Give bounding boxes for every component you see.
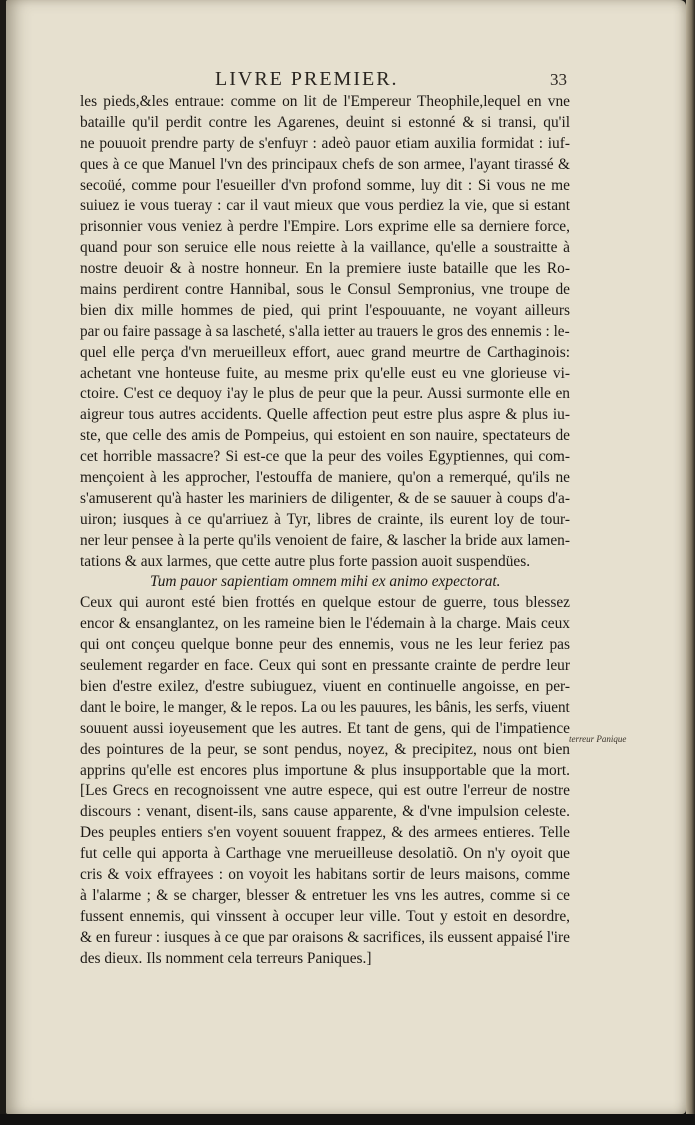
text-line: ste, que celle des amis de Pompeius, qui estoient en son nauire, spectateurs de xyxy=(80,427,570,445)
text-line: [Les Grecs en recognoissent vne autre espece, qui est outre l'erreur de nostre xyxy=(80,782,570,800)
text-line: suiuez ie vous tueray : car il vaut mieux que vous perdiez la vie, que si estant xyxy=(80,197,570,215)
text-line: achetant vne honteuse fuite, au mesme prix qu'elle eust eu vne glorieuse vi- xyxy=(80,364,570,382)
margin-annotation: terreur Panique xyxy=(569,734,627,744)
text-line: bataille qu'il perdit contre les Agarenes, deuint si estonné & si transi, qu'il xyxy=(80,113,570,131)
text-line: ne pouuoit prendre party de s'enfuyr : adeò pauor etiam auxilia formidat : iuf- xyxy=(80,134,570,152)
text-line: discours : venant, disent-ils, sans cause apparente, & d'vne impulsion celeste. xyxy=(80,803,570,821)
text-line: uiron; iusques à ce qu'arriuez à Tyr, libres de crainte, ils eurent loy de tour- xyxy=(80,510,570,528)
latin-quote: Tum pauor sapientiam omnem mihi ex animo expectorat. xyxy=(150,573,501,591)
text-line: ner leur pensee à la perte qu'ils venoient de faire, & lascher la bride aux lamen- xyxy=(80,531,570,549)
text-line: & en fureur : iusques à ce que par oraisons & sacrifices, ils eussent appaisé l'ire xyxy=(80,928,570,946)
text-line: secoüé, comme pour l'esueiller d'vn profond somme, luy dit : Si vous ne me xyxy=(80,176,570,194)
text-line: bien d'estre exilez, d'estre subiuguez, viuent en continuelle angoisse, en per- xyxy=(80,677,570,695)
text-line: quel elle perça d'vn merueilleux effort, auec grand meurtre de Carthaginois: xyxy=(80,343,570,361)
text-line: Des peuples entiers s'en voyent souuent frappez, & des armees entieres. Telle xyxy=(80,824,570,842)
text-line: les pieds,&les entraue: comme on lit de l'Empereur Theophile,lequel en vne xyxy=(80,93,570,110)
text-line: des dieux. Ils nomment cela terreurs Paniques.] xyxy=(80,949,372,967)
paragraph-1 xyxy=(80,92,570,572)
text-line: nostre deuoir & à nostre honneur. En la premiere iuste bataille que les Ro- xyxy=(80,260,570,278)
text-line: apprins qu'elle est encores plus importune & plus insupportable que la mort. xyxy=(80,761,570,779)
text-line: prisonnier vous veniez à perdre l'Empire. Lors exprime elle sa derniere force, xyxy=(80,218,570,236)
text-line: mençoient à les approcher, l'estouffa de maniere, qu'on a remerqué, qu'ils ne xyxy=(80,469,570,487)
body-text xyxy=(80,92,570,969)
text-line: à l'alarme ; & se charger, blesser & entretuer les vns les autres, comme si ce xyxy=(80,886,570,904)
text-line: tations & aux larmes, que cette autre plus forte passion auoit suspendües. xyxy=(80,552,531,570)
text-line: fussent ennemis, qui vinssent à occuper leur ville. Tout y estoit en desordre, xyxy=(80,907,570,925)
text-line: seulement regarder en face. Ceux qui sont en pressante crainte de perdre leur xyxy=(80,657,570,675)
page-number: 33 xyxy=(550,70,567,89)
text-line: par ou faire passage à sa lascheté, s'alla ietter au trauers le gros des ennemis : le- xyxy=(80,322,570,340)
text-line: aigreur tous autres accidents. Quelle affection peut estre plus aspre & plus iu- xyxy=(80,406,570,424)
text-line: cet horrible massacre? Si est-ce que la peur des voiles Egyptiennes, qui com- xyxy=(80,448,570,466)
text-line: encor & ensanglantez, on les rameine bien le l'édemain à la charge. Mais ceux xyxy=(80,615,570,633)
text-line: des pointures de la peur, se sont pendus, noyez, & precipitez, nous ont bien xyxy=(80,740,570,758)
text-line: cris & voix effrayees : on voyoit les habitans sortir de leurs maisons, comme xyxy=(80,865,570,883)
text-line: bien dix mille hommes de pied, qui print l'espouuante, ne voyant ailleurs xyxy=(80,301,570,319)
text-line: ques à ce que Manuel l'vn des principaux chefs de son armee, l'ayant tirassé & xyxy=(80,155,570,173)
text-line: quand pour son seruice elle nous reiette à la vaillance, qu'elle a soustraitte à xyxy=(80,239,570,257)
text-line: fut celle qui apporta à Carthage vne merueilleuse desolatiõ. On n'y oyoit que xyxy=(80,845,570,863)
text-line: s'amuserent qu'à haster les mariniers de diligenter, & de se sauuer à coups d'a- xyxy=(80,489,570,507)
paragraph-2 xyxy=(80,593,570,969)
running-head: LIVRE PREMIER. xyxy=(215,68,399,90)
text-line: mains perdirent contre Hannibal, sous le Consul Sempronius, vne troupe de xyxy=(80,281,570,299)
text-line: dant le boire, le manger, & le repos. La ou les pauures, les bânis, les serfs, viuent xyxy=(80,698,570,716)
bottom-shadow xyxy=(0,1114,695,1125)
text-line: qui ont conçeu quelque bonne peur des ennemis, vous ne les leur feriez pas xyxy=(80,636,570,654)
text-line: Ceux qui auront esté bien frottés en quelque estour de guerre, tous blessez xyxy=(80,594,570,612)
text-line: ctoire. C'est ce dequoy i'ay le plus de peur que la peur. Aussi surmonte elle en xyxy=(80,385,570,403)
page-edge xyxy=(686,0,695,1125)
text-line: souuent aussi ioyeusement que les autres. Et tant de gens, qui de l'impatience xyxy=(80,719,570,737)
